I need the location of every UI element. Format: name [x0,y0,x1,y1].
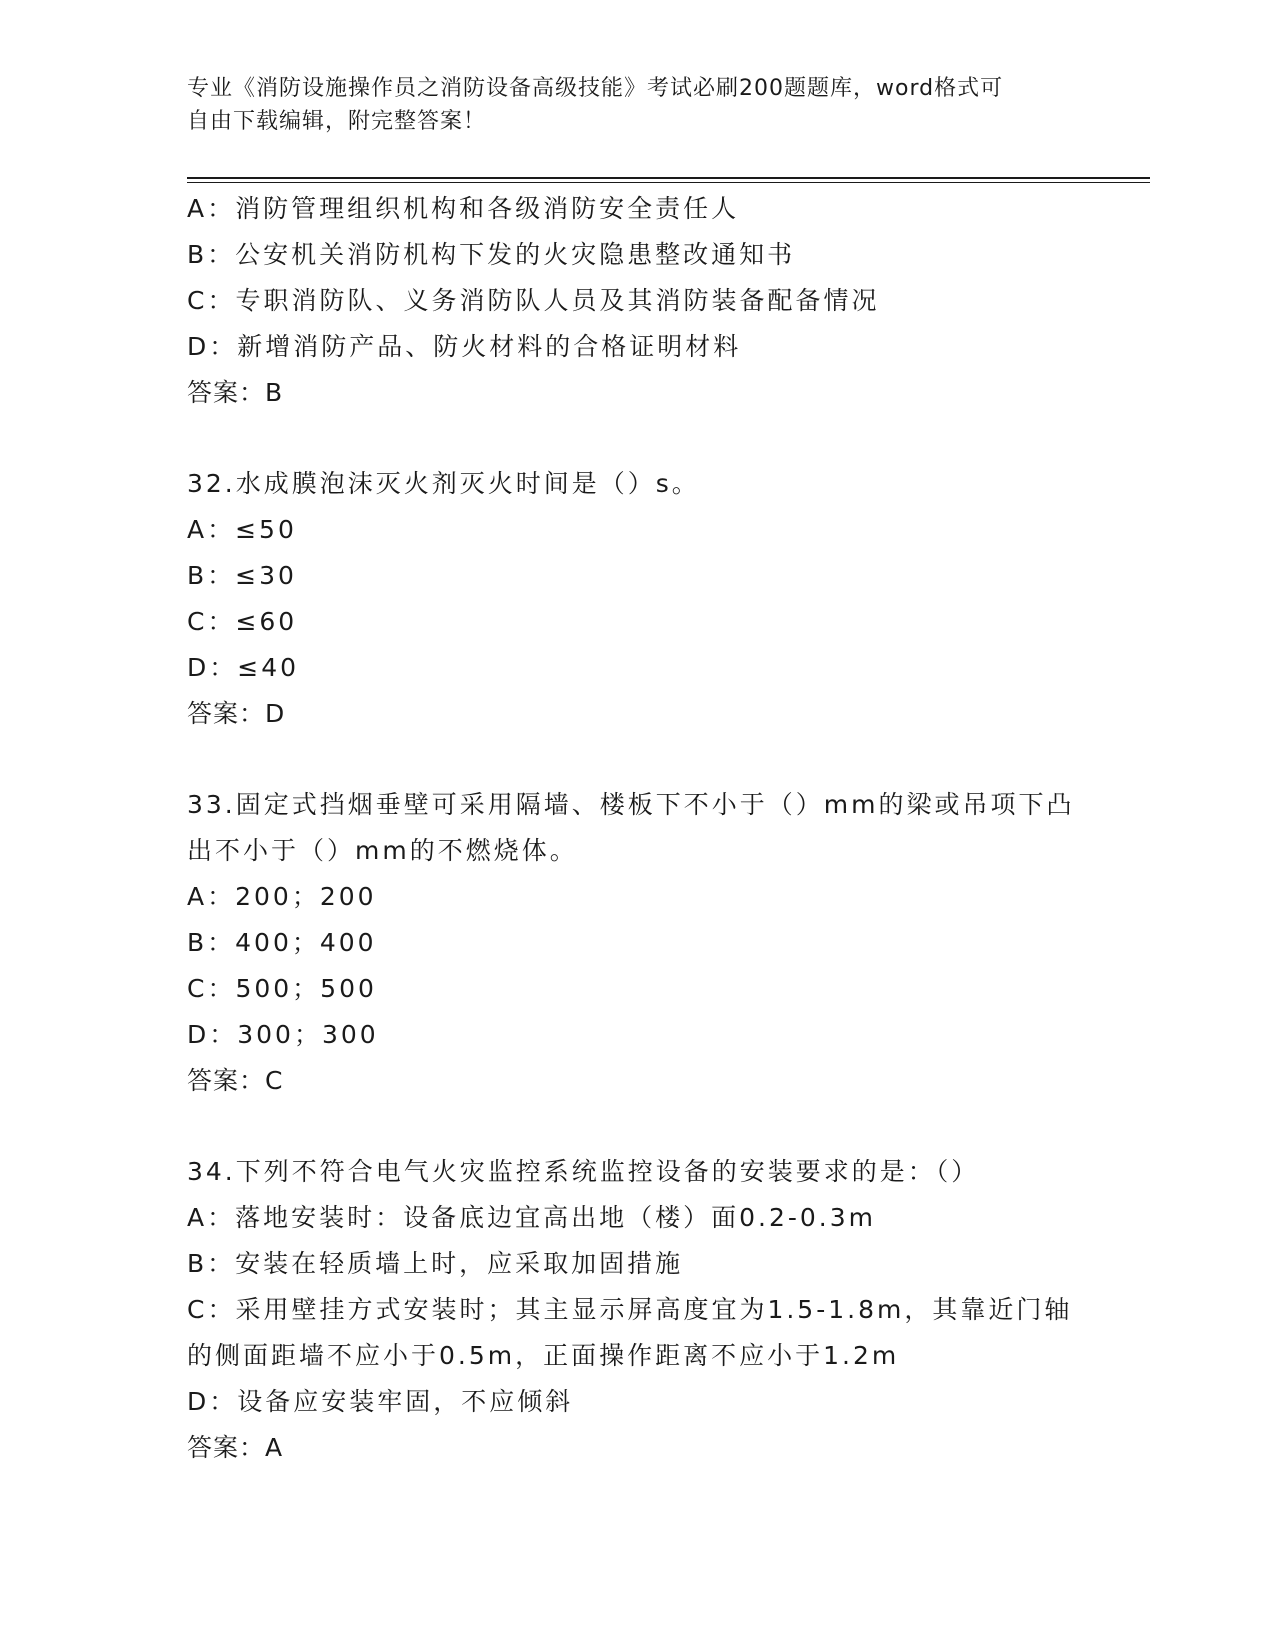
document-header [187,72,1087,138]
question-33 [187,782,1087,1104]
answer: 答案：B [187,378,284,407]
option-b: B：400；400 [187,928,377,957]
header-line-1: 专业《消防设施操作员之消防设备高级技能》考试必刷200题题库，word格式可 [187,76,1004,101]
option-c: C：专职消防队、义务消防队人员及其消防装备配备情况 [187,286,880,315]
option-d: D：300；300 [187,1020,379,1049]
option-b: B：安装在轻质墙上时，应采取加固措施 [187,1249,684,1278]
option-c: C：采用壁挂方式安装时；其主显示屏高度宜为1.5-1.8m，其靠近门轴 [187,1295,1073,1324]
option-d: D：新增消防产品、防火材料的合格证明材料 [187,332,742,361]
option-c: C：≤60 [187,607,298,636]
option-c-continued: 的侧面距墙不应小于0.5m，正面操作距离不应小于1.2m [187,1341,900,1370]
option-b: B：公安机关消防机构下发的火灾隐患整改通知书 [187,240,796,269]
option-d: D：设备应安装牢固，不应倾斜 [187,1387,574,1416]
question-31 [187,186,1087,416]
header-line-2: 自由下载编辑，附完整答案！ [187,109,487,134]
question-34 [187,1149,1087,1471]
question-32 [187,461,1087,737]
answer: 答案：D [187,699,286,728]
option-b: B：≤30 [187,561,297,590]
option-c: C：500；500 [187,974,377,1003]
answer: 答案：A [187,1433,284,1462]
option-a: A：消防管理组织机构和各级消防安全责任人 [187,194,740,223]
answer: 答案：C [187,1066,284,1095]
header-divider [187,177,1150,183]
question-stem: 32.水成膜泡沫灭火剂灭火时间是（）s。 [187,469,700,498]
option-a: A：≤50 [187,515,297,544]
option-d: D：≤40 [187,653,300,682]
option-a: A：落地安装时：设备底边宜高出地（楼）面0.2-0.3m [187,1203,876,1232]
question-stem-line-1: 33.固定式挡烟垂壁可采用隔墙、楼板下不小于（）mm的梁或吊项下凸 [187,790,1075,819]
option-a: A：200；200 [187,882,377,911]
question-list [187,186,1087,1471]
question-stem-line-2: 出不小于（）mm的不燃烧体。 [187,836,578,865]
question-stem: 34.下列不符合电气火灾监控系统监控设备的安装要求的是：（） [187,1157,980,1186]
